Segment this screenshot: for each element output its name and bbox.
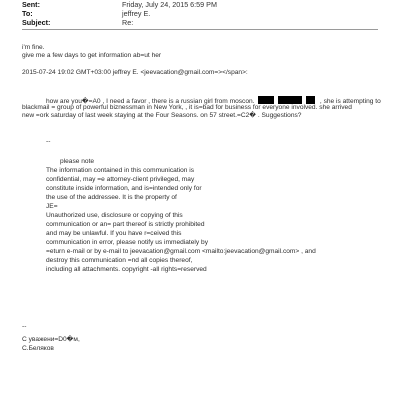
reply-line-1: i'm fine. <box>22 44 45 51</box>
subject-value: Re: <box>122 18 134 27</box>
sent-value: Friday, July 24, 2015 6:59 PM <box>122 0 217 9</box>
separator-dashes: -- <box>46 138 51 145</box>
original-line-2: blackmail = group of powerful biznessman in New York, , it is=bad for business for everyone involved. she arrived <box>22 104 352 111</box>
disclaimer-line: The information contained in this communication is <box>46 167 195 174</box>
redaction-block <box>278 96 302 104</box>
disclaimer-line: confidential, may =e attorney-client privileged, may <box>46 176 195 183</box>
reply-line-2: give me a few days to get information ab=ut her <box>22 52 162 59</box>
subject-label: Subject: <box>22 18 51 27</box>
signature-line-1: С уважени=D0�м, <box>22 336 80 343</box>
sent-label: Sent: <box>22 0 40 9</box>
quote-header: 2015-07-24 19:02 GMT+03:00 jeffrey E. <jeevacation@gmail.com=></span>: <box>22 69 248 76</box>
disclaimer-line: communication in error, please notify us immediately by <box>46 239 208 246</box>
disclaimer-line: Unauthorized use, disclosure or copying of this <box>46 212 183 219</box>
disclaimer-line: the use of the addressee. It is the property of <box>46 194 177 201</box>
to-row <box>22 9 150 18</box>
disclaimer-line: and may be unlawful. If you have r=ceived this <box>46 230 182 237</box>
sent-row <box>22 0 217 9</box>
disclaimer-line: destroy this communication =nd all copies thereof, <box>46 257 193 264</box>
original-line-1-text: how are you�=A0 , I need a favor , there is a russian girl from moscon. <box>46 98 255 105</box>
disclaimer-line: communication or an= part thereof is strictly prohibited <box>46 221 205 228</box>
original-line-3: new =ork saturday of last week staying at the Four Seasons. on 57 street.=C2� . Suggestions? <box>22 112 302 119</box>
disclaimer-line: JE= <box>46 203 58 210</box>
disclaimer-line: including all attachments. copyright -all rights=reserved <box>46 266 207 273</box>
signature-dashes: -- <box>22 323 27 330</box>
redaction-block <box>306 96 315 104</box>
disclaimer-line: =eturn e-mail or by e-mail to jeevacation@gmail.com <mailto:jeevacation@gmail.com> , and <box>46 248 316 255</box>
disclaimer-line: constitute inside information, and is=intended only for <box>46 185 202 192</box>
to-label: To: <box>22 9 33 18</box>
redaction-block <box>258 96 274 104</box>
subject-row <box>22 18 133 27</box>
header-divider <box>22 29 378 30</box>
original-line-1-tail: , she is attempting to <box>319 98 381 105</box>
signature-line-2: С.Беляков <box>22 345 54 352</box>
disclaimer-line: please note <box>60 158 95 165</box>
to-value: jeffrey E. <box>122 9 151 18</box>
